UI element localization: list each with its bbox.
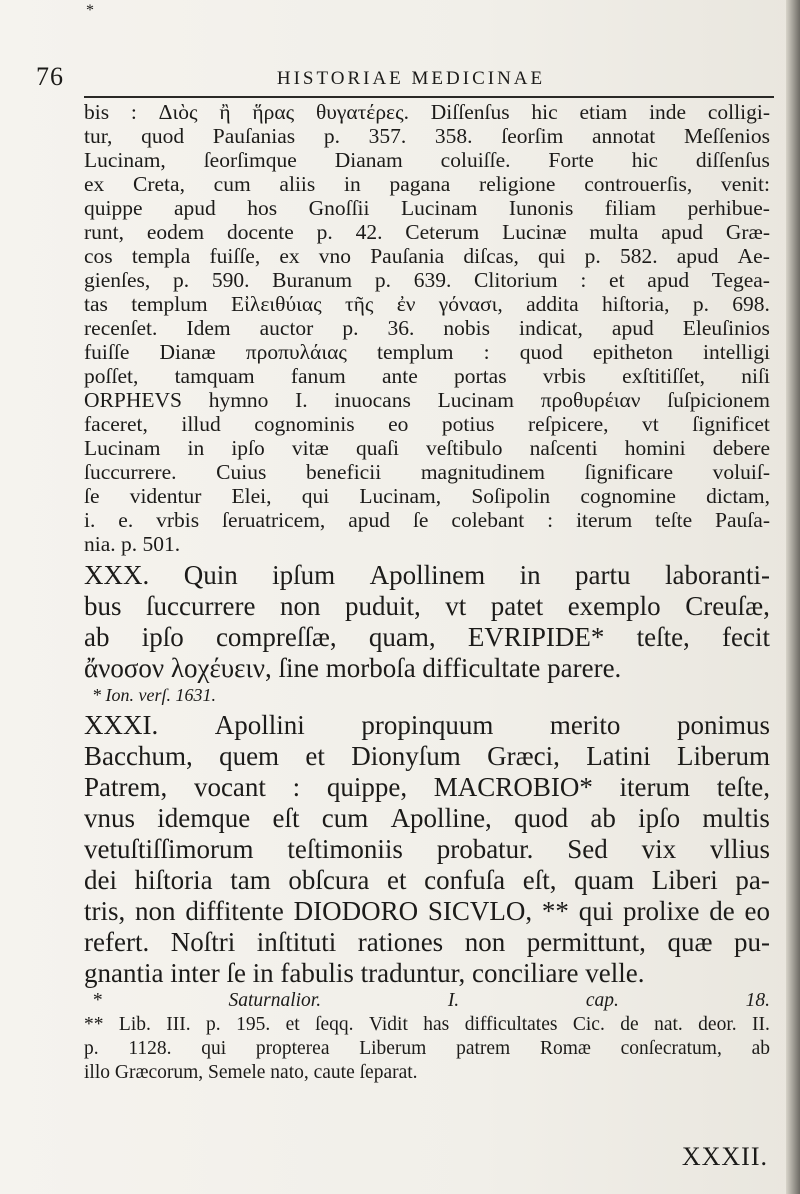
text-line: refert. Noſtri inſtituti rationes non permittunt, quæ pu- — [84, 927, 770, 957]
text-line: Patrem, vocant : quippe, MACROBIO* iterum teſte, — [84, 772, 770, 802]
top-ornament: * — [86, 2, 94, 19]
text-line: Bacchum, quem et Dionyſum Græci, Latini Liberum — [84, 741, 770, 771]
catchword: XXXII. — [681, 1142, 768, 1171]
text-line: nia. p. 501. — [84, 532, 181, 556]
text-line: p. 1128. qui propterea Liberum patrem Romæ conſecratum, ab — [84, 1038, 770, 1059]
text-line: fuiſſe Dianæ προπυλάιας templum : quod epitheton intelligi — [84, 340, 770, 364]
text-line: ab ipſo compreſſæ, quam, EVRIPIDE* teſte, fecit — [84, 622, 770, 652]
text-line: * Saturnalior. I. cap. 18. — [92, 990, 770, 1011]
text-line: cos templa fuiſſe, ex vno Pauſania diſcas, qui p. 582. apud Ae- — [84, 244, 770, 268]
text-line: faceret, illud cognominis eo potius reſpicere, vt ſignificet — [84, 412, 770, 436]
text-line: i. e. vrbis ſeruatricem, apud ſe colebant : iterum teſte Pauſa- — [84, 508, 770, 532]
text-line: gienſes, p. 590. Buranum p. 639. Clitorium : et apud Tegea- — [84, 268, 770, 292]
header-rule — [84, 96, 774, 98]
text-line: XXXI. Apollini propinquum merito ponimus — [84, 710, 770, 740]
footnotes — [84, 989, 770, 1085]
paragraph-xxxi — [84, 710, 770, 989]
text-line: bis : Διὸς ἢ ἥρας θυγατέρες. Diſſenſus hic etiam inde colligi- — [84, 100, 770, 124]
text-line: bus ſuccurrere non puduit, vt patet exemplo Creuſæ, — [84, 591, 770, 621]
text-line: tur, quod Pauſanias p. 357. 358. ſeorſim annotat Meſſenios — [84, 124, 770, 148]
text-line: quippe apud hos Gnoſſii Lucinam Iunonis filiam perhibue- — [84, 196, 770, 220]
text-line: ſe videntur Elei, qui Lucinam, Soſipolin cognomine dictam, — [84, 484, 770, 508]
text-line: ſuccurrere. Cuius beneficii magnitudinem ſignificare voluiſ- — [84, 460, 770, 484]
book-spine-shadow — [786, 0, 800, 1194]
text-line: tris, non diffitente DIODORO SICVLO, ** qui prolixe de eo — [84, 896, 770, 926]
text-line: gnantia inter ſe in fabulis traduntur, conciliare velle. — [84, 958, 645, 988]
text-line: Lucinam in ipſo vitæ quaſi veſtibulo naſcenti homini debere — [84, 436, 770, 460]
running-title: HISTORIAE MEDICINAE — [276, 68, 546, 89]
text-line: tas templum Εἰλειθύιας τῆς ἐν γόνασι, addita hiſtoria, p. 698. — [84, 292, 770, 316]
page-header — [30, 62, 772, 92]
text-line: XXX. Quin ipſum Apollinem in partu laboranti- — [84, 560, 770, 590]
text-line: Lucinam, ſeorſimque Dianam coluiſſe. Forte hic diſſenſus — [84, 148, 770, 172]
footnote: * Ion. verſ. 1631. — [92, 685, 216, 705]
text-line: ex Creta, cum aliis in pagana religione controuerſis, venit: — [84, 172, 770, 196]
text-line: poſſet, tamquam fanum ante portas vrbis exſtitiſſet, niſi — [84, 364, 770, 388]
text-line: vnus idemque eſt cum Apolline, quod ab ipſo multis — [84, 803, 770, 833]
text-line: dei hiſtoria tam obſcura et confuſa eſt, quam Liberi pa- — [84, 865, 770, 895]
page-number: 76 — [36, 62, 64, 91]
text-line: ORPHEVS hymno I. inuocans Lucinam προθυρέιαν ſuſpicionem — [84, 388, 770, 412]
paragraph-xxx — [84, 560, 770, 684]
text-line: runt, eodem docente p. 42. Ceterum Lucinæ multa apud Græ- — [84, 220, 770, 244]
text-line: illo Græcorum, Semele nato, caute ſeparat. — [84, 1062, 418, 1083]
paragraph-continuation — [84, 100, 770, 556]
text-line: recenſet. Idem auctor p. 36. nobis indicat, apud Eleuſinios — [84, 316, 770, 340]
text-line: vetuſtiſſimorum teſtimoniis probatur. Sed vix vllius — [84, 834, 770, 864]
body-text — [84, 100, 770, 1085]
text-line: ** Lib. III. p. 195. et ſeqq. Vidit has difficultates Cic. de nat. deor. II. — [84, 1014, 770, 1035]
text-line: ἄνοσον λοχέυειν, ſine morboſa difficultate parere. — [84, 653, 622, 683]
